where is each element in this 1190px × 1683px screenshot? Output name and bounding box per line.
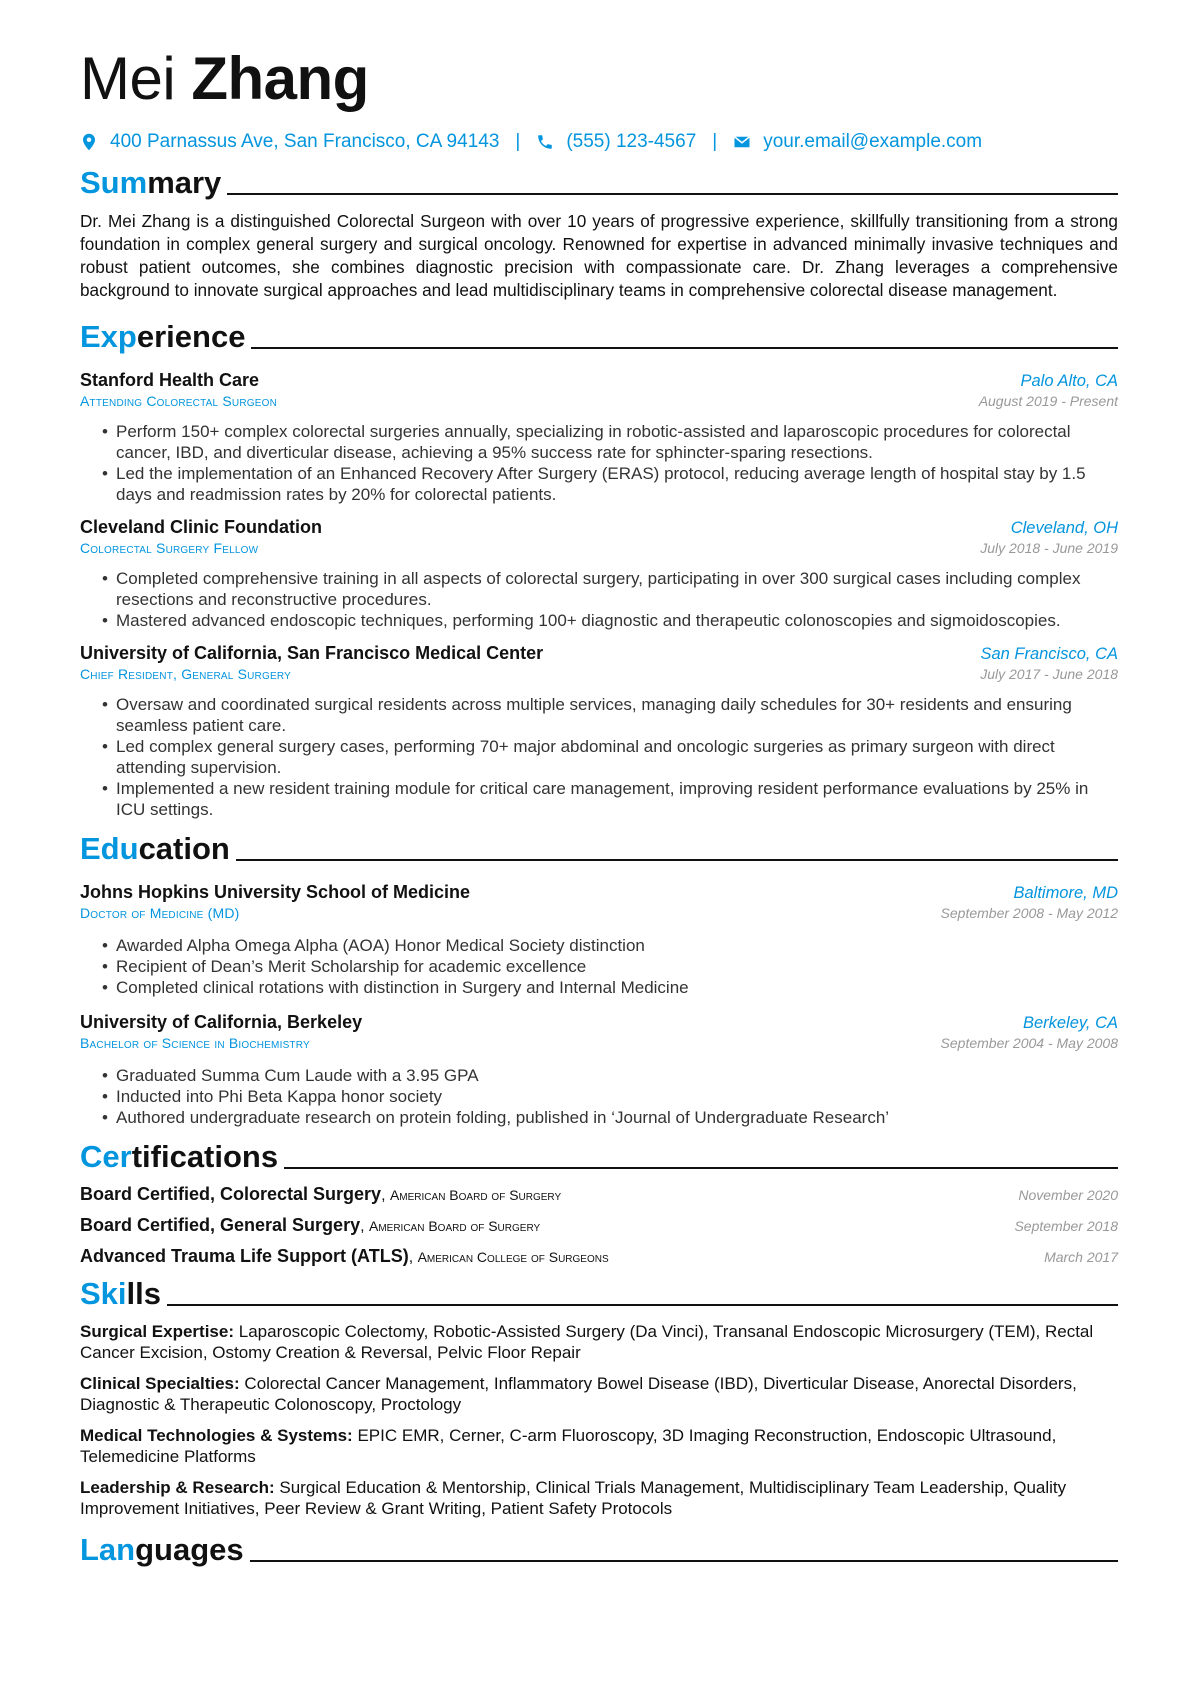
section-rule (227, 193, 1118, 195)
date-range: July 2018 - June 2019 (980, 540, 1118, 556)
skill-group (80, 1373, 1118, 1415)
email-item[interactable] (733, 131, 982, 153)
first-name: Mei (80, 45, 176, 112)
skills-heading (80, 1273, 1118, 1313)
languages-heading (80, 1529, 1118, 1569)
bullet-item: • Recipient of Dean’s Merit Scholarship for academic excellence (102, 956, 1118, 977)
bullet-item: • Mastered advanced endoscopic techniques, performing 100+ diagnostic and therapeutic colonoscopies and sigmoidoscopies. (102, 610, 1118, 631)
position: Attending Colorectal Surgeon (80, 393, 277, 409)
certification-item: Advanced Trauma Life Support (ATLS), American College of Surgeons March 2017 (80, 1246, 1118, 1266)
summary-heading (80, 162, 1118, 202)
section-rule (284, 1167, 1118, 1169)
resume-page (80, 40, 1118, 1569)
candidate-name (80, 40, 1118, 118)
education-entry (80, 1010, 1118, 1128)
email-link[interactable]: your.email@example.com (763, 131, 983, 152)
organization: University of California, San Francisco Medical Center (80, 643, 544, 663)
certification-issuer: American College of Surgeons (417, 1249, 609, 1265)
skill-text: Laparoscopic Colectomy, Robotic-Assisted Surgery (Da Vinci), Transanal Endoscopic Microsurgery (TEM), Rectal Cancer Excision, Ostomy Creation & Reversal, Pelvic Floor Repair (80, 1322, 1094, 1362)
experience-entry (80, 368, 1118, 505)
institution: University of California, Berkeley (80, 1012, 363, 1032)
organization: Stanford Health Care (80, 370, 260, 390)
institution: Johns Hopkins University School of Medicine (80, 882, 471, 902)
organization: Cleveland Clinic Foundation (80, 517, 323, 537)
skill-group (80, 1321, 1118, 1363)
section-rule (236, 859, 1118, 861)
skill-label: Clinical Specialties: (80, 1374, 240, 1393)
phone-text: (555) 123-4567 (566, 131, 697, 152)
envelope-icon (733, 133, 751, 151)
location: Berkeley, CA (1022, 1014, 1118, 1032)
skill-group (80, 1425, 1118, 1467)
skill-text: Colorectal Cancer Management, Inflammatory Bowel Disease (IBD), Diverticular Disease, Anorectal Disorders, Diagnostic & Therapeutic Colonoscopy, Proctology (80, 1374, 1077, 1414)
certification-issuer: American Board of Surgery (368, 1218, 541, 1234)
certification-item: Board Certified, General Surgery, American Board of Surgery September 2018 (80, 1215, 1118, 1235)
bullet-list (80, 1065, 1118, 1128)
section-rule (167, 1304, 1118, 1306)
section-title: Languages (80, 1532, 244, 1567)
bullet-list (80, 568, 1118, 631)
experience-entry (80, 515, 1118, 631)
degree: Bachelor of Science in Biochemistry (80, 1035, 310, 1051)
experience-heading (80, 316, 1118, 356)
certification-name: Advanced Trauma Life Support (ATLS) (80, 1246, 409, 1266)
location: Cleveland, OH (1010, 519, 1118, 537)
summary-text: Dr. Mei Zhang is a distinguished Colorectal Surgeon with over 10 years of progressive experience, skillfully transitioning from a strong foundation in complex general surgery and surgical oncology. Renowned for expertise in advanced minimally invasive techniques and robust patient outcomes, she combines diagnostic precision with compassionate care. Dr. Zhang leverages a comprehensive background to innovate surgical approaches and lead multidisciplinary teams in comprehensive colorectal disease management. (80, 211, 1118, 300)
bullet-item: • Led the implementation of an Enhanced Recovery After Surgery (ERAS) protocol, reducing average length of hospital stay by 1.5 days and readmission rates by 20% for colorectal patients. (102, 463, 1118, 505)
skill-label: Medical Technologies & Systems: (80, 1426, 353, 1445)
skill-text: EPIC EMR, Cerner, C-arm Fluoroscopy, 3D Imaging Reconstruction, Endoscopic Ultrasound, Telemedicine Platforms (80, 1426, 1057, 1466)
address-item (80, 131, 499, 153)
position: Chief Resident, General Surgery (80, 666, 291, 682)
skill-label: Surgical Expertise: (80, 1322, 235, 1341)
location: Baltimore, MD (1013, 884, 1118, 902)
section-title: Experience (80, 319, 246, 354)
bullet-list (80, 421, 1118, 505)
contact-separator: | (515, 131, 521, 152)
contact-separator: | (712, 131, 718, 152)
section-rule (250, 1560, 1118, 1562)
bullet-item: • Led complex general surgery cases, performing 70+ major abdominal and oncologic surgeries as primary surgeon with direct attending supervision. (102, 736, 1118, 778)
bullet-item: • Implemented a new resident training module for critical care management, improving resident performance evaluations by 25% in ICU settings. (102, 778, 1118, 820)
certification-issuer: American Board of Surgery (389, 1187, 562, 1203)
map-marker-icon (80, 133, 98, 151)
bullet-item: • Completed comprehensive training in all aspects of colorectal surgery, participating in over 300 surgical cases including complex resections and reconstructive procedures. (102, 568, 1118, 610)
bullet-item: • Oversaw and coordinated surgical residents across multiple services, managing daily schedules for 30+ residents and ensuring seamless patient care. (102, 694, 1118, 736)
bullet-list (80, 935, 1118, 998)
bullet-item: • Awarded Alpha Omega Alpha (AOA) Honor Medical Society distinction (102, 935, 1118, 956)
bullet-item: • Graduated Summa Cum Laude with a 3.95 GPA (102, 1065, 1118, 1086)
education-heading (80, 828, 1118, 868)
last-name: Zhang (191, 45, 369, 112)
skill-group (80, 1477, 1118, 1519)
certification-name: Board Certified, General Surgery (80, 1215, 361, 1235)
bullet-item: • Perform 150+ complex colorectal surgeries annually, specializing in robotic-assisted and laparoscopic procedures for colorectal cancer, IBD, and diverticular disease, achieving a 95% success rate for sphincter-sparing resections. (102, 421, 1118, 463)
position: Colorectal Surgery Fellow (80, 540, 259, 556)
location: Palo Alto, CA (1020, 372, 1118, 390)
phone-item[interactable] (536, 131, 696, 153)
certification-item: Board Certified, Colorectal Surgery, American Board of Surgery November 2020 (80, 1184, 1118, 1204)
bullet-item: • Inducted into Phi Beta Kappa honor society (102, 1086, 1118, 1107)
certification-date: March 2017 (1044, 1249, 1118, 1265)
date-range: September 2004 - May 2008 (940, 1035, 1118, 1051)
bullet-list (80, 694, 1118, 820)
experience-entry (80, 641, 1118, 820)
section-title: Summary (80, 165, 222, 200)
certification-date: November 2020 (1018, 1187, 1118, 1203)
address-text: 400 Parnassus Ave, San Francisco, CA 94143 (110, 131, 500, 152)
certification-date: September 2018 (1014, 1218, 1118, 1234)
date-range: September 2008 - May 2012 (940, 905, 1118, 921)
date-range: August 2019 - Present (978, 393, 1118, 409)
location: San Francisco, CA (980, 645, 1118, 663)
degree: Doctor of Medicine (MD) (80, 905, 240, 921)
contact-bar (80, 128, 1118, 156)
section-title: Skills (80, 1276, 161, 1311)
education-entry (80, 880, 1118, 998)
section-title: Education (80, 831, 230, 866)
skill-text: Surgical Education & Mentorship, Clinical Trials Management, Multidisciplinary Team Leadership, Quality Improvement Initiatives, Peer Review & Grant Writing, Patient Safety Protocols (80, 1478, 1067, 1518)
skill-label: Leadership & Research: (80, 1478, 275, 1497)
date-range: July 2017 - June 2018 (980, 666, 1118, 682)
bullet-item: • Authored undergraduate research on protein folding, published in ‘Journal of Undergraduate Research’ (102, 1107, 1118, 1128)
phone-icon (536, 133, 554, 151)
certification-name: Board Certified, Colorectal Surgery (80, 1184, 382, 1204)
certifications-heading (80, 1136, 1118, 1176)
section-title: Certifications (80, 1139, 279, 1174)
bullet-item: • Completed clinical rotations with distinction in Surgery and Internal Medicine (102, 977, 1118, 998)
section-rule (251, 347, 1118, 349)
